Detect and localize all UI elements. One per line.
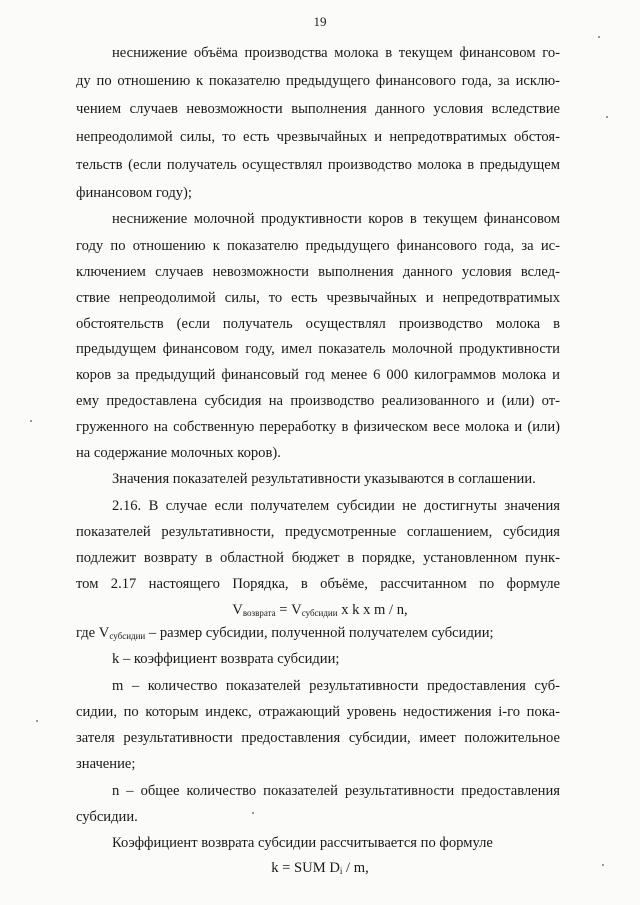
text-line: на содержание молочных коров).	[76, 445, 281, 461]
text-line: субсидии.	[76, 809, 138, 825]
text-line: n – общее количество показателей результативности предоставления	[112, 783, 560, 799]
text-line: неснижение молочной продуктивности коров в текущем финансовом	[112, 211, 560, 227]
scan-speck	[30, 420, 32, 422]
text-line: предыдущем финансовом году, имел показатель молочной продуктивности	[76, 341, 560, 357]
text-line: подлежит возврату в областной бюджет в порядке, установленном пунк-	[76, 550, 560, 566]
text-line: неснижение объёма производства молока в текущем финансовом го-	[112, 45, 560, 61]
text-line: ствие непреодолимой силы, то есть чрезвычайных и непредотвратимых	[76, 290, 560, 306]
formula-coefficient: k = SUM $D_i$ / m,	[271, 860, 369, 876]
text-line: показателей результативности, предусмотренные соглашением, субсидия	[76, 524, 560, 540]
text-line: ключением случаев невозможности выполнения данного условия вслед-	[76, 264, 560, 280]
text-line: сидии, по которым индекс, отражающий уровень недостижения i-го пока-	[76, 704, 560, 720]
text-line: непреодолимой силы, то есть чрезвычайных и непредотвратимых обстоя-	[76, 129, 560, 145]
scan-speck	[598, 36, 600, 38]
scan-speck	[252, 812, 254, 814]
text-line: груженного на собственную переработку в физическом весе молока и (или)	[76, 419, 560, 435]
text-line: коров за предыдущий финансовый год менее 6 000 килограммов молока и	[76, 367, 560, 383]
text-line: том 2.17 настоящего Порядка, в объёме, рассчитанном по формуле	[76, 576, 560, 592]
scan-speck	[606, 116, 608, 118]
text-line: чением случаев невозможности выполнения данного условия вследствие	[76, 101, 560, 117]
text-line: Коэффициент возврата субсидии рассчитывается по формуле	[112, 835, 493, 851]
scan-speck	[36, 720, 38, 722]
text-line: финансовом году);	[76, 185, 192, 201]
page-number: 19	[313, 14, 327, 29]
scan-speck	[602, 864, 604, 866]
text-line: зателя результативности предоставления субсидии, имеет положительное	[76, 730, 560, 746]
formula-return-volume: $V_{возврата} = V_{субсидии}$ x k x m / n,	[232, 602, 408, 618]
text-line: значение;	[76, 756, 136, 772]
text-line: Значения показателей результативности указываются в соглашении.	[112, 471, 536, 487]
text-line: k – коэффициент возврата субсидии;	[112, 651, 340, 667]
text-line: ему предоставлена субсидия на производство реализованного и (или) от-	[76, 393, 560, 409]
text-line: ду по отношению к показателю предыдущего финансового года, за исклю-	[76, 73, 560, 89]
text-line: году по отношению к показателю предыдущего финансового года, за ис-	[76, 238, 560, 254]
text-line: 2.16. В случае если получателем субсидии не достигнуты значения	[112, 498, 560, 514]
text-line: тельств (если получатель осуществлял производство молока в предыдущем	[76, 157, 560, 173]
text-line: обстоятельств (если получатель осуществлял производство молока в	[76, 316, 560, 332]
text-line: m – количество показателей результативности предоставления суб-	[112, 678, 560, 694]
formula-definition-line: где $V_{субсидии}$ – размер субсидии, полученной получателем субсидии;	[76, 625, 494, 641]
